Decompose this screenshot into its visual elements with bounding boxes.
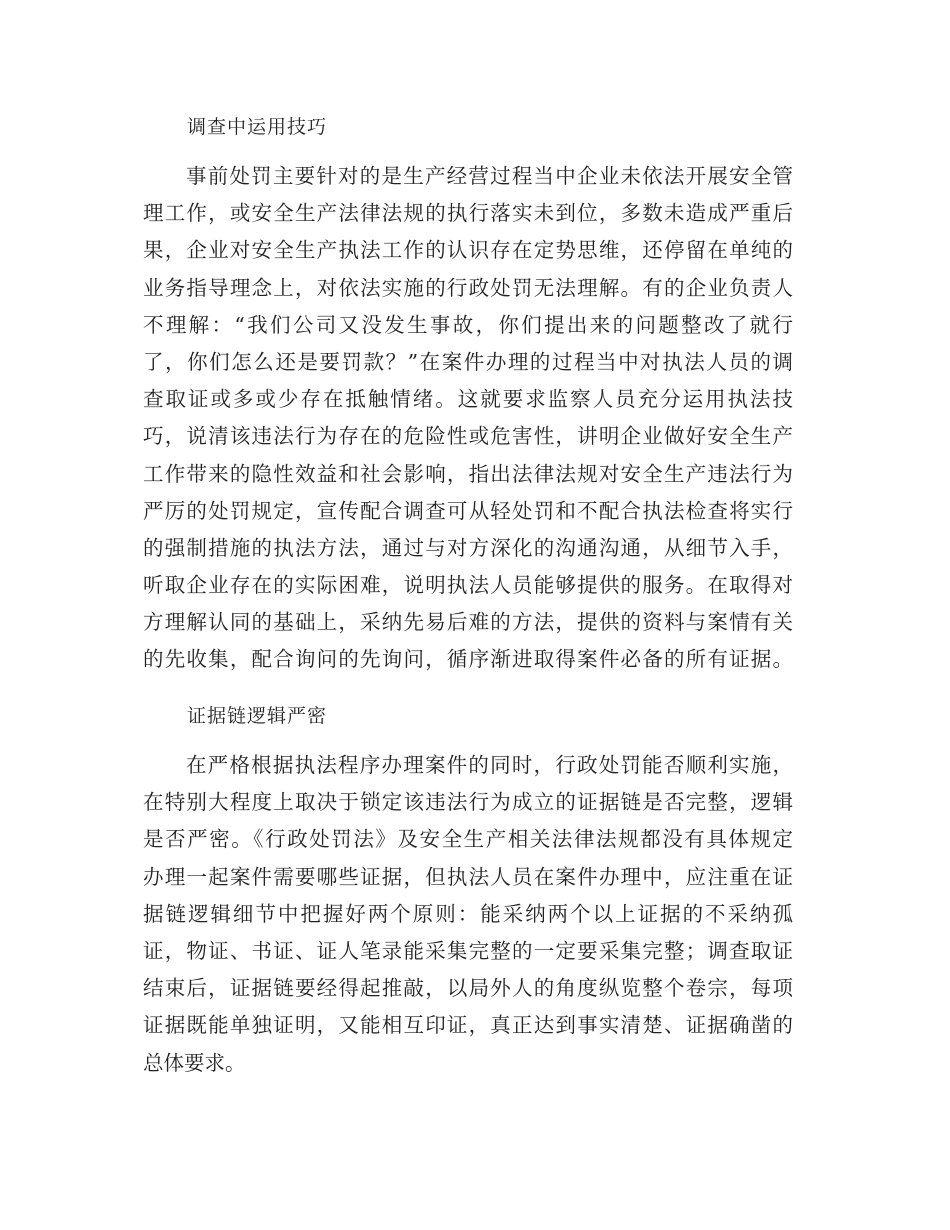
paragraph-line: 的先收集，配合询问的先询问，循序渐进取得案件必备的所有证据。 <box>143 647 793 672</box>
paragraph-line: 果，企业对安全生产执法工作的认识存在定势思维，还停留在单纯的 <box>143 238 793 263</box>
paragraph-line: 的强制措施的执法方法，通过与对方深化的沟通沟通，从细节入手， <box>143 535 793 560</box>
paragraph-line: 不理解：“我们公司又没发生事故，你们提出来的问题整改了就行 <box>143 312 793 337</box>
paragraph-line: 工作带来的隐性效益和社会影响，指出法律法规对安全生产违法行为 <box>143 461 793 486</box>
paragraph-line: 据链逻辑细节中把握好两个原则：能采纳两个以上证据的不采纳孤 <box>143 901 793 926</box>
paragraph-line: 理工作，或安全生产法律法规的执行落实未到位，多数未造成严重后 <box>143 201 793 226</box>
paragraph-line: 查取证或多或少存在抵触情绪。这就要求监察人员充分运用执法技 <box>143 387 793 412</box>
paragraph-line: 巧，说清该违法行为存在的危险性或危害性，讲明企业做好安全生产 <box>143 424 793 449</box>
paragraph-line: 结束后，证据链要经得起推敲，以局外人的角度纵览整个卷宗，每项 <box>143 976 793 1001</box>
paragraph-investigation-skills <box>143 158 793 679</box>
paragraph-line: 事前处罚主要针对的是生产经营过程当中企业未依法开展安全管 <box>186 164 793 188</box>
paragraph-line: 业务指导理念上，对依法实施的行政处罚无法理解。有的企业负责人 <box>143 275 793 300</box>
paragraph-line: 严厉的处罚规定，宣传配合调查可从轻处罚和不配合执法检查将实行 <box>143 498 793 523</box>
paragraph-line: 证据既能单独证明，又能相互印证，真正达到事实清楚、证据确凿的 <box>143 1013 793 1038</box>
paragraph-line: 是否严密。《行政处罚法》及安全生产相关法律法规都没有具体规定 <box>143 827 793 852</box>
paragraph-line: 总体要求。 <box>143 1050 246 1075</box>
paragraph-line: 在严格根据执法程序办理案件的同时，行政处罚能否顺利实施， <box>186 753 793 777</box>
paragraph-evidence-chain <box>143 747 793 1082</box>
paragraph-line: 了，你们怎么还是要罚款？”在案件办理的过程当中对执法人员的调 <box>143 349 793 374</box>
paragraph-line: 证，物证、书证、证人笔录能采集完整的一定要采集完整；调查取证 <box>143 938 793 963</box>
paragraph-line: 办理一起案件需要哪些证据，但执法人员在案件办理中，应注重在证 <box>143 864 793 889</box>
paragraph-line: 听取企业存在的实际困难，说明执法人员能够提供的服务。在取得对 <box>143 573 793 598</box>
paragraph-line: 方理解认同的基础上，采纳先易后难的方法，提供的资料与案情有关 <box>143 610 793 635</box>
section-heading-investigation-skills: 调查中运用技巧 <box>187 116 328 138</box>
paragraph-line: 在特别大程度上取决于锁定该违法行为成立的证据链是否完整，逻辑 <box>143 790 793 815</box>
section-heading-evidence-chain: 证据链逻辑严密 <box>187 705 328 727</box>
